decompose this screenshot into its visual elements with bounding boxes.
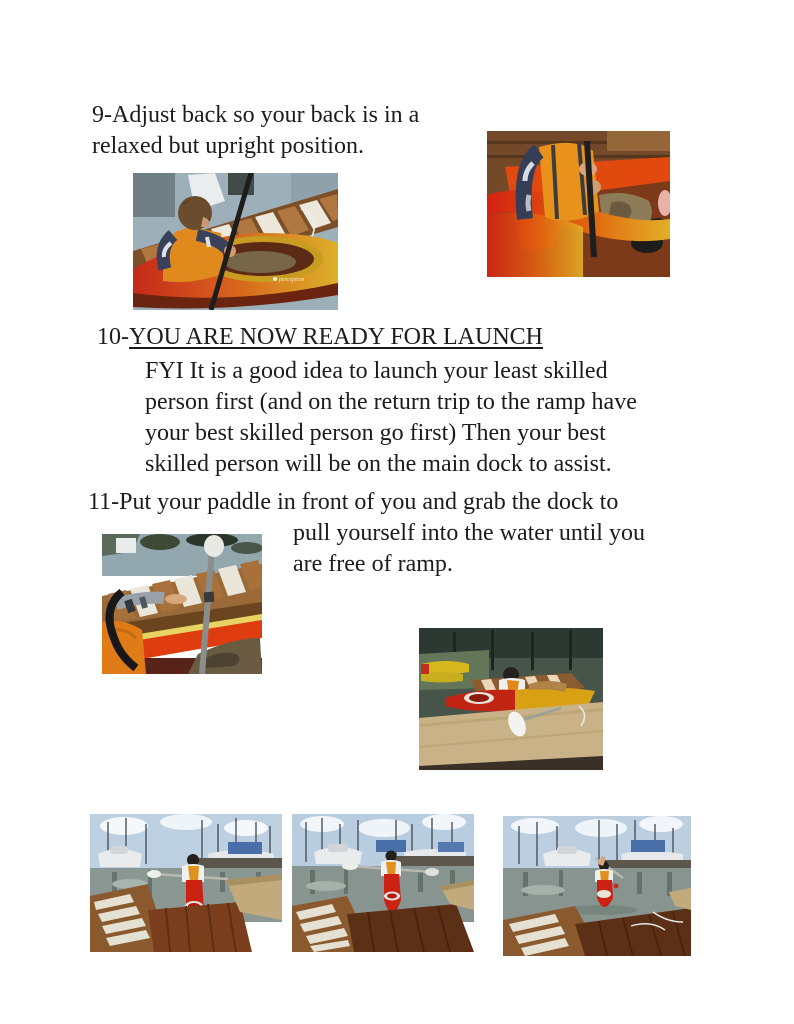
photo-kayak-leaving-ramp xyxy=(90,814,282,952)
step10-heading xyxy=(97,322,543,353)
step11-wrap-line1: pull yourself into the water until you xyxy=(293,520,645,546)
photo-grab-dock xyxy=(102,534,262,674)
photo-kayak-beside-dock xyxy=(419,628,603,770)
fyi-line: person first (and on the return trip to the ramp have xyxy=(145,389,637,415)
step11-wrap-line2: are free of ramp. xyxy=(293,551,453,577)
fyi-line: skilled person will be on the main dock to assist. xyxy=(145,451,612,477)
step9-line1: 9-Adjust back so your back is in a xyxy=(92,102,420,128)
fyi-line: your best skilled person go first) Then your best xyxy=(145,420,606,446)
step9-line2: relaxed but upright position. xyxy=(92,133,364,159)
photo-boy-seated-kayak-ramp xyxy=(133,173,338,310)
fyi-line: FYI It is a good idea to launch your least skilled xyxy=(145,358,608,384)
step11-line1: 11-Put your paddle in front of you and grab the dock to xyxy=(88,489,619,515)
step10-fyi-paragraph xyxy=(145,356,637,480)
step10-number: 10- xyxy=(97,324,129,350)
step10-heading-underlined: YOU ARE NOW READY FOR LAUNCH xyxy=(129,324,544,350)
photo-kayak-paddling-away xyxy=(292,814,474,952)
photo-closeup-adjusting-back xyxy=(487,131,670,277)
kayak-brand-text: perception xyxy=(279,277,305,283)
step9-text xyxy=(92,100,419,162)
photo-kayak-farther-out xyxy=(503,816,691,956)
